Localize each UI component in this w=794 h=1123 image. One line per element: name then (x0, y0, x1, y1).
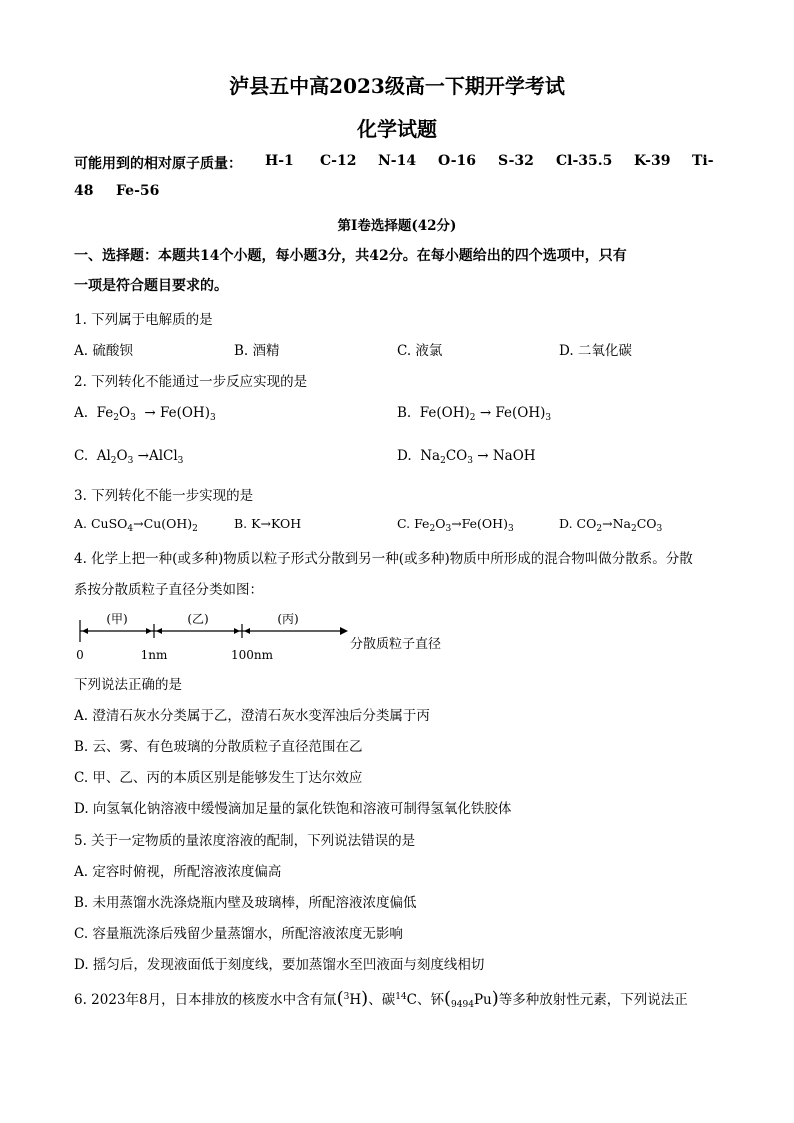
atomic-mass-label: 可能用到的相对原子质量： (74, 156, 242, 172)
option-b[interactable]: B. 未用蒸馏水洗涤烧瓶内壁及玻璃棒，所配溶液浓度偏低 (74, 895, 417, 911)
option-a[interactable]: A. 澄清石灰水分类属于乙，澄清石灰水变浑浊后分类属于丙 (74, 708, 430, 724)
question-stem-part: 、碳 (368, 992, 396, 1008)
segment-label-yi: (乙) (187, 612, 209, 626)
option-b[interactable]: B. K→KOH (234, 516, 302, 531)
option-a[interactable]: A. $CuSO_4\to Cu(OH)_2$ (74, 516, 198, 534)
option-label: D. (559, 516, 573, 531)
section-instruction-line1: 一、选择题：本题共14个小题，每小题3分，共42分。在每小题给出的四个选项中，只有 (74, 248, 627, 264)
atomic-mass-item: Cl-35.5 (556, 153, 613, 169)
atomic-mass-item: C-12 (320, 153, 357, 169)
tick-label-100nm: 100nm (230, 648, 274, 662)
dispersion-diagram (74, 606, 494, 666)
question-stem-line1: 4. 化学上把一种(或多种)物质以粒子形式分散到另一种(或多种)物质中所形成的混合物叫做分散系。分散 (74, 551, 693, 567)
option-c[interactable]: C. 液氯 (397, 343, 443, 359)
segment-arrow-3 (244, 628, 250, 634)
option-d[interactable]: D. $CO_2\to Na_2CO_3$ (559, 516, 663, 534)
atomic-mass-item: Fe-56 (116, 183, 160, 199)
option-a[interactable]: A. 硫酸钡 (74, 343, 133, 359)
question-stem-part: 等多种放射性元素，下列说法正 (498, 992, 688, 1008)
question-stem: 1. 下列属于电解质的是 (74, 312, 213, 328)
option-d[interactable]: D. 二氧化碳 (559, 343, 632, 359)
option-c[interactable]: C. $Fe_2O_3\to Fe(OH)_3$ (397, 516, 514, 534)
atomic-mass-item: 48 (74, 183, 94, 199)
option-d[interactable]: D. 向氢氧化钠溶液中缓慢滴加足量的氯化铁饱和溶液可制得氢氧化铁胶体 (74, 801, 512, 817)
option-c[interactable]: C. 甲、乙、丙的本质区别是能够发生丁达尔效应 (74, 770, 363, 786)
option-c[interactable]: C. 容量瓶洗涤后残留少量蒸馏水，所配溶液浓度无影响 (74, 926, 403, 942)
option-b[interactable]: B. 酒精 (234, 343, 280, 359)
section-instruction-line2: 一项是符合题目要求的。 (74, 278, 228, 294)
question-stem-line2: 系按分散质粒子直径分类如图： (74, 582, 263, 598)
question-stem: 3. 下列转化不能一步实现的是 (74, 488, 254, 504)
option-d[interactable]: D. $Na_2CO_3$ → NaOH (397, 448, 536, 466)
option-d[interactable]: D. 摇匀后，发现液面低于刻度线，要加蒸馏水至凹液面与刻度线相切 (74, 957, 485, 973)
option-label: C. (74, 448, 89, 464)
option-label: D. (397, 448, 412, 464)
atomic-mass-item: N-14 (378, 153, 417, 169)
question-stem: 5. 关于一定物质的量浓度溶液的配制，下列说法错误的是 (74, 833, 416, 849)
option-label: A. (74, 405, 89, 421)
option-label: C. (397, 516, 411, 531)
atomic-mass-item: S-32 (498, 153, 534, 169)
exam-title: 泸县五中高2023级高一下期开学考试 (229, 74, 565, 98)
option-c[interactable]: C. $Al_2O_3$ →AlCl$_3$ (74, 448, 184, 466)
atomic-mass-item: Ti- (692, 153, 714, 169)
segment-label-bing: (丙) (277, 612, 299, 626)
segment-label-jia: (甲) (106, 612, 128, 626)
option-label: B. (397, 405, 412, 421)
atomic-mass-item: H-1 (265, 153, 294, 169)
question-stem-part: 6. 2023年8月，日本排放的核废水中含有氚 (74, 992, 337, 1008)
atomic-mass-item: O-16 (438, 153, 477, 169)
tick-label-1nm: 1nm (140, 648, 168, 662)
part-heading: 第Ⅰ卷选择题(42分) (337, 218, 457, 234)
question-6: 6. 2023年8月，日本排放的核废水中含有氚($^3$H)、碳$^{14}$C、钚$(_{9494}Pu)$等多种放射性元素，下列说法正 (74, 988, 688, 1010)
exam-subtitle: 化学试题 (357, 117, 437, 141)
atomic-mass-item: K-39 (634, 153, 671, 169)
option-label: A. (74, 516, 88, 531)
tick-label-0: 0 (76, 648, 84, 662)
axis-arrowhead (340, 627, 348, 635)
option-a[interactable]: A. $Fe_2O_3 \to Fe(OH)_3$ (74, 405, 216, 423)
option-b[interactable]: B. 云、雾、有色玻璃的分散质粒子直径范围在乙 (74, 739, 363, 755)
question-stem: 2. 下列转化不能通过一步反应实现的是 (74, 374, 308, 390)
question-lead: 下列说法正确的是 (74, 677, 182, 693)
axis-label: 分散质粒子直径 (350, 637, 442, 652)
question-stem-part: 、钚 (417, 992, 444, 1008)
option-a[interactable]: A. 定容时俯视，所配溶液浓度偏高 (74, 864, 282, 880)
option-b[interactable]: B. $Fe(OH)_2 \to Fe(OH)_3$ (397, 405, 552, 423)
segment-arrow-1 (82, 628, 152, 634)
